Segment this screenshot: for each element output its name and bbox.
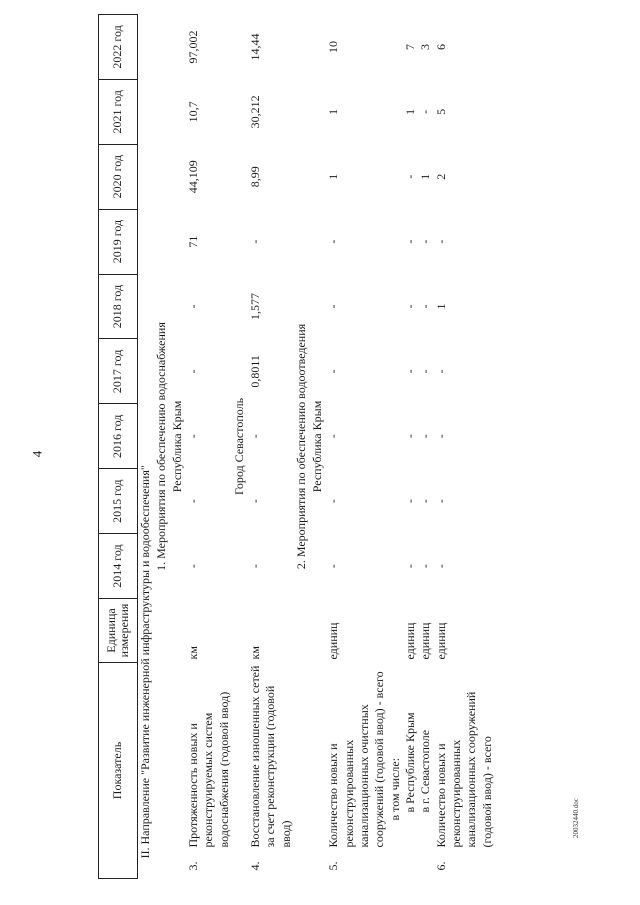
row-value: -: [248, 564, 263, 569]
row-value: -: [326, 239, 341, 244]
row-unit: единиц: [402, 622, 417, 660]
row-number: 3.: [186, 861, 200, 871]
row-value: 10,7: [186, 101, 200, 123]
row-indicator: в г. Севастополе: [418, 729, 433, 813]
row-value: -: [186, 369, 200, 374]
section-heading-row: [294, 14, 310, 878]
row-value: 2: [433, 173, 448, 180]
row-value: -: [418, 369, 433, 374]
row-value: -: [418, 239, 433, 244]
row-unit: км: [186, 646, 200, 660]
table-header: [99, 14, 138, 878]
direction-heading: II. Направление "Развитие инженерной инфраструктуры и водообеспечения": [138, 465, 152, 859]
row-value: -: [402, 304, 417, 309]
row-value: 1: [433, 303, 448, 310]
region-heading-row: [310, 14, 326, 878]
row-value: -: [326, 434, 341, 439]
row-number: 4.: [248, 861, 263, 871]
region-heading: Город Севастополь: [232, 397, 247, 496]
header-year: 2018 год: [99, 274, 138, 339]
row-value: -: [326, 499, 341, 504]
row-value: 1: [402, 108, 417, 115]
header-year: 2015 год: [99, 469, 138, 534]
row-indicator: Восстановление изношенных сетей за счет реконструкции (годовой ввод): [248, 665, 293, 848]
indicators-table: [98, 14, 495, 879]
row-value: 8,99: [248, 166, 263, 188]
row-value: 97,002: [186, 30, 200, 64]
table-row: [434, 14, 495, 878]
row-value: -: [326, 564, 341, 569]
section-heading: 1. Мероприятия по обеспечению водоснабжения: [154, 322, 168, 571]
table-row: [326, 14, 387, 878]
row-indicator: Количество новых и реконструированных канализационных очистных сооружений (годовой ввод) - всего: [326, 671, 387, 848]
row-value: -: [433, 564, 448, 569]
row-unit: единиц: [433, 622, 448, 660]
row-value: -: [402, 239, 417, 244]
table-row: [403, 14, 418, 878]
table-row: [388, 14, 403, 878]
row-value: -: [186, 434, 200, 439]
row-indicator: в Республике Крым: [402, 712, 417, 813]
row-indicator: Количество новых и реконструированных канализационных сооружений (годовой ввод) - всего: [433, 691, 494, 848]
row-number: [403, 851, 418, 879]
header-year: 2022 год: [99, 14, 138, 79]
table-row: [186, 14, 232, 878]
row-value: -: [248, 239, 263, 244]
page-number: 4: [29, 450, 45, 458]
row-unit: единиц: [326, 622, 341, 660]
row-value: 14,44: [248, 33, 263, 61]
row-number: 6.: [433, 861, 448, 871]
row-value: -: [326, 369, 341, 374]
row-value: -: [402, 564, 417, 569]
row-value: -: [418, 499, 433, 504]
row-value: -: [186, 499, 200, 504]
table-row: [418, 14, 433, 878]
row-value: 1: [418, 173, 433, 180]
row-value: -: [186, 564, 200, 569]
row-number: 5.: [326, 861, 341, 871]
header-year: 2017 год: [99, 339, 138, 404]
region-heading-row: [170, 14, 186, 878]
row-value: 71: [186, 235, 200, 248]
region-heading: Республика Крым: [170, 400, 184, 493]
row-value: -: [326, 304, 341, 309]
row-value: 5: [433, 108, 448, 115]
row-value: -: [248, 434, 263, 439]
header-unit: Единица измерения: [99, 599, 138, 663]
header-year: 2016 год: [99, 404, 138, 469]
row-value: 6: [433, 43, 448, 50]
row-value: -: [433, 369, 448, 374]
header-year: 2021 год: [99, 79, 138, 144]
row-value: -: [418, 304, 433, 309]
row-value: -: [402, 499, 417, 504]
row-unit: [388, 14, 403, 662]
row-value: 30,212: [248, 95, 263, 129]
row-value: -: [418, 434, 433, 439]
table-row: [248, 14, 294, 878]
row-value: -: [418, 109, 433, 114]
row-unit: единиц: [418, 622, 433, 660]
row-value: -: [418, 564, 433, 569]
row-value: 1,577: [248, 293, 263, 320]
region-heading-row: [232, 14, 248, 878]
row-value: 3: [418, 43, 433, 50]
row-value: -: [433, 434, 448, 439]
rotated-table-page: [98, 0, 518, 905]
row-number: [388, 851, 403, 879]
row-indicator: в том числе:: [387, 757, 402, 821]
row-unit: км: [248, 646, 263, 660]
row-value: 1: [326, 108, 341, 115]
region-heading: Республика Крым: [310, 400, 325, 493]
row-value: -: [433, 499, 448, 504]
row-value: -: [402, 174, 417, 179]
row-indicator: Протяженность новых и реконструируемых систем водоснабжения (годовой ввод): [186, 691, 231, 848]
row-value: 1: [326, 173, 341, 180]
row-value: -: [186, 304, 200, 309]
row-value: 7: [402, 43, 417, 50]
header-indicator: Показатель: [99, 663, 138, 879]
row-value: 44,109: [186, 160, 200, 194]
row-value: 10: [326, 40, 341, 53]
direction-heading-row: [138, 14, 155, 878]
row-value: -: [248, 499, 263, 504]
header-year: 2020 год: [99, 144, 138, 209]
document-code: 20032440.doc: [572, 798, 580, 838]
header-year: 2014 год: [99, 534, 138, 599]
section-heading-row: [154, 14, 170, 878]
row-value: 0,8011: [248, 355, 263, 388]
row-number: [418, 851, 433, 879]
row-value: -: [402, 369, 417, 374]
header-year: 2019 год: [99, 209, 138, 274]
row-value: -: [433, 239, 448, 244]
section-heading: 2. Мероприятия по обеспечению водоотведения: [294, 323, 309, 570]
row-value: -: [402, 434, 417, 439]
